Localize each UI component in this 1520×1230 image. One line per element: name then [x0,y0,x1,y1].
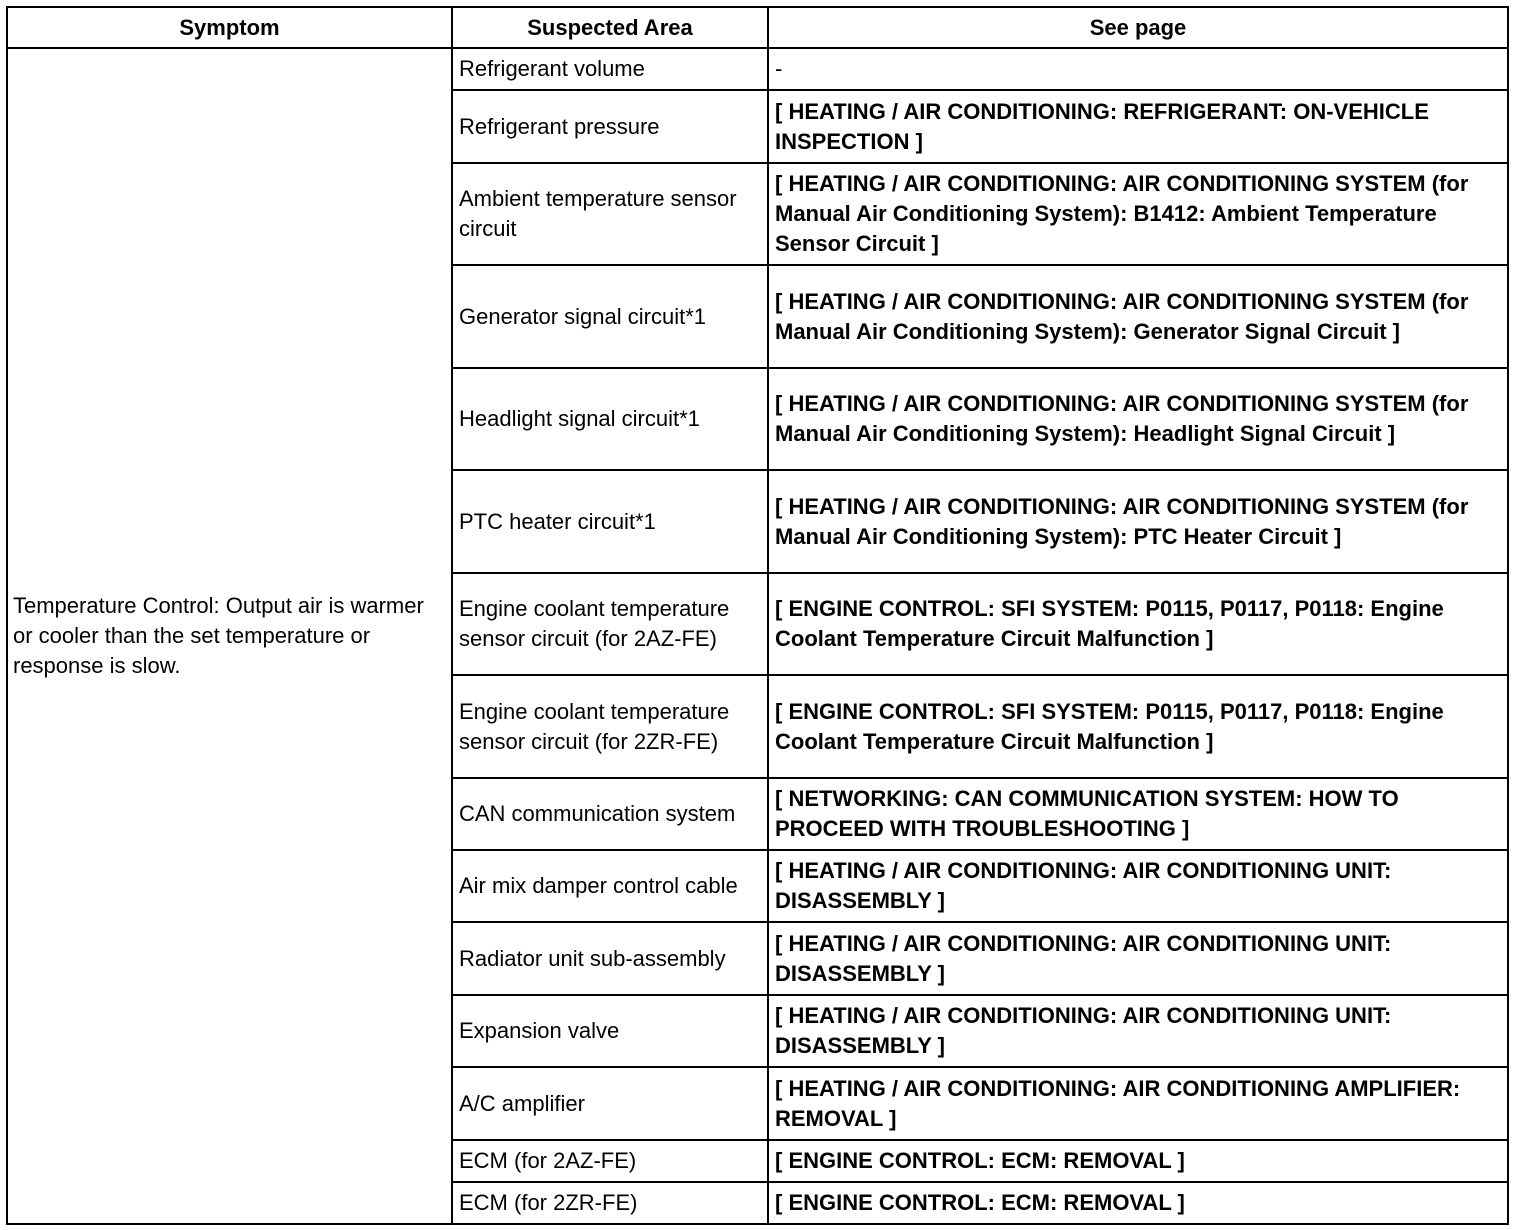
see-page-cell: [ ENGINE CONTROL: ECM: REMOVAL ] [768,1182,1508,1224]
suspected-area-cell: Refrigerant pressure [452,90,768,163]
see-page-cell: [ HEATING / AIR CONDITIONING: AIR CONDITIONING SYSTEM (for Manual Air Conditioning System): Headlight Signal Circuit ] [768,368,1508,470]
see-page-cell: [ ENGINE CONTROL: ECM: REMOVAL ] [768,1140,1508,1182]
see-page-cell: [ HEATING / AIR CONDITIONING: AIR CONDITIONING AMPLIFIER: REMOVAL ] [768,1067,1508,1140]
see-page-cell: [ HEATING / AIR CONDITIONING: AIR CONDITIONING UNIT: DISASSEMBLY ] [768,995,1508,1067]
see-page-cell: [ HEATING / AIR CONDITIONING: AIR CONDITIONING UNIT: DISASSEMBLY ] [768,850,1508,922]
see-page-cell: [ HEATING / AIR CONDITIONING: AIR CONDITIONING SYSTEM (for Manual Air Conditioning System): Generator Signal Circuit ] [768,265,1508,368]
suspected-area-cell: Engine coolant temperature sensor circuit (for 2ZR-FE) [452,675,768,778]
diagnosis-table [6,6,1509,1225]
suspected-area-cell: A/C amplifier [452,1067,768,1140]
see-page-cell: [ NETWORKING: CAN COMMUNICATION SYSTEM: HOW TO PROCEED WITH TROUBLESHOOTING ] [768,778,1508,850]
see-page-cell: [ ENGINE CONTROL: SFI SYSTEM: P0115, P0117, P0118: Engine Coolant Temperature Circuit Malfunction ] [768,675,1508,778]
header-row [7,7,1508,48]
symptom-cell: Temperature Control: Output air is warmer or cooler than the set temperature or response is slow. [7,48,452,1224]
suspected-area-cell: Refrigerant volume [452,48,768,90]
suspected-area-cell: Headlight signal circuit*1 [452,368,768,470]
suspected-area-cell: ECM (for 2AZ-FE) [452,1140,768,1182]
header-see-page: See page [768,7,1508,48]
suspected-area-cell: Generator signal circuit*1 [452,265,768,368]
see-page-cell: [ HEATING / AIR CONDITIONING: AIR CONDITIONING SYSTEM (for Manual Air Conditioning System): B1412: Ambient Temperature Sensor Circuit ] [768,163,1508,265]
see-page-cell: [ HEATING / AIR CONDITIONING: AIR CONDITIONING UNIT: DISASSEMBLY ] [768,922,1508,995]
see-page-cell: - [768,48,1508,90]
suspected-area-cell: CAN communication system [452,778,768,850]
see-page-cell: [ HEATING / AIR CONDITIONING: REFRIGERANT: ON-VEHICLE INSPECTION ] [768,90,1508,163]
suspected-area-cell: Radiator unit sub-assembly [452,922,768,995]
suspected-area-cell: Expansion valve [452,995,768,1067]
suspected-area-cell: Air mix damper control cable [452,850,768,922]
see-page-cell: [ HEATING / AIR CONDITIONING: AIR CONDITIONING SYSTEM (for Manual Air Conditioning System): PTC Heater Circuit ] [768,470,1508,573]
header-suspected-area: Suspected Area [452,7,768,48]
header-symptom: Symptom [7,7,452,48]
suspected-area-cell: ECM (for 2ZR-FE) [452,1182,768,1224]
see-page-cell: [ ENGINE CONTROL: SFI SYSTEM: P0115, P0117, P0118: Engine Coolant Temperature Circuit Malfunction ] [768,573,1508,675]
suspected-area-cell: Ambient temperature sensor circuit [452,163,768,265]
table-row [7,48,1508,90]
suspected-area-cell: Engine coolant temperature sensor circuit (for 2AZ-FE) [452,573,768,675]
suspected-area-cell: PTC heater circuit*1 [452,470,768,573]
